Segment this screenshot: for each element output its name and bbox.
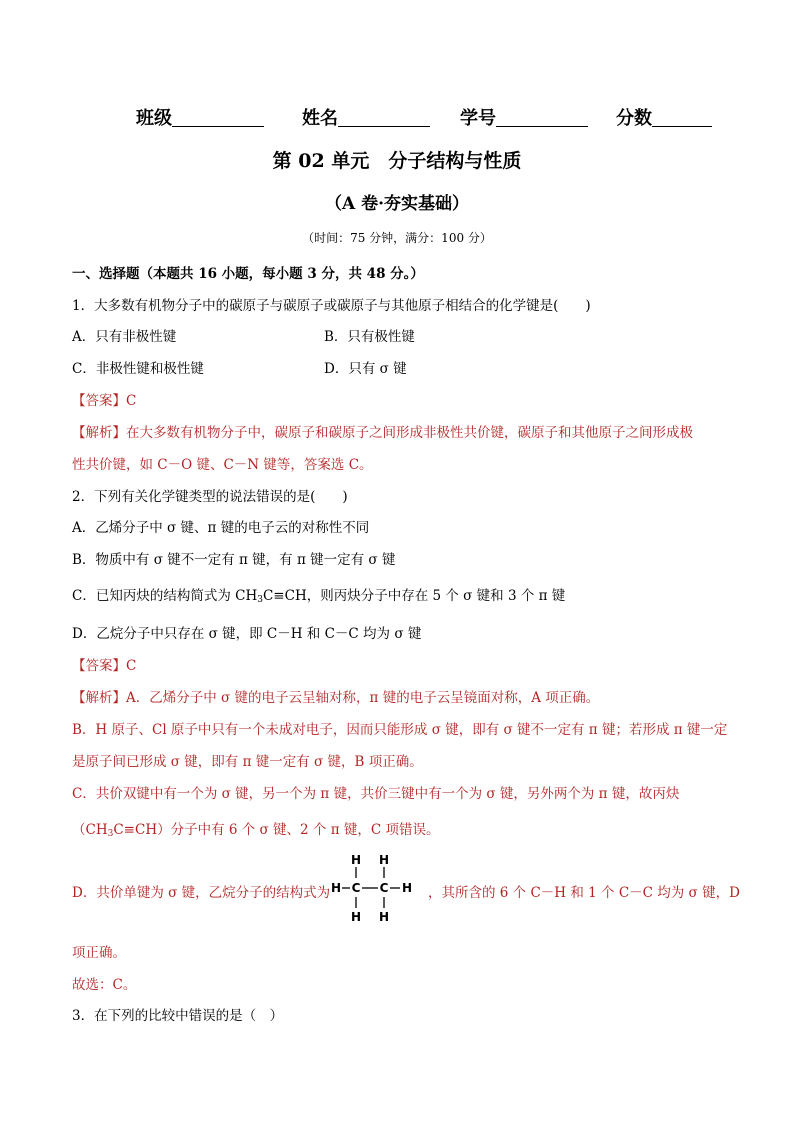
class-blank[interactable] <box>172 108 264 127</box>
q2-option-d: D．乙烷分子中只存在 σ 键，即 C－H 和 C－C 均为 σ 键 <box>72 626 422 642</box>
atom-h: H <box>330 881 342 895</box>
name-field[interactable]: 姓名 <box>302 104 430 130</box>
q2-analysis-c-1: C．共价双键中有一个为 σ 键，另一个为 π 键，共价三键中有一个为 σ 键，另外两个为 π 键，故丙炔 <box>72 786 680 802</box>
answer-tag: 【答案】 <box>72 658 126 674</box>
atom-h: H <box>378 910 390 924</box>
q2-option-c: C．已知丙炔的结构简式为 $CH_3C\equiv CH$，则丙炔分子中存在 5 个 σ 键和 3 个 π 键 <box>72 588 566 605</box>
score-blank[interactable] <box>652 108 712 127</box>
question-1-stem: 1．大多数有机物分子中的碳原子与碳原子或碳原子与其他原子相结合的化学键是( ) <box>72 298 591 314</box>
ethane-structural-formula <box>332 850 418 926</box>
q2-analysis-b-2: 是原子间已形成 σ 键，即有 π 键一定有 σ 键，B 项正确。 <box>72 754 423 770</box>
q1-answer <box>72 389 136 409</box>
q2-option-a: A．乙烯分子中 σ 键、π 键的电子云的对称性不同 <box>72 520 370 536</box>
class-field[interactable]: 班级 <box>136 104 264 130</box>
answer-value: C <box>126 658 137 674</box>
analysis-tag: 【解析】 <box>72 425 126 441</box>
time-info: （时间：75 分钟，满分：100 分） <box>302 231 492 245</box>
page-subtitle: （A 卷·夯实基础） <box>324 194 470 214</box>
q1-option-a: A．只有非极性键 <box>72 329 177 345</box>
q2-answer <box>72 654 136 674</box>
atom-c: C <box>351 881 361 895</box>
name-blank[interactable] <box>338 108 430 127</box>
q2-conclusion: 故选：C。 <box>72 977 137 993</box>
q1-analysis-line-1: 【解析】在大多数有机物分子中，碳原子和碳原子之间形成非极性共价键，碳原子和其他原子之间形成极 <box>72 425 693 441</box>
page-title: 第 02 单元 分子结构与性质 <box>272 150 522 172</box>
q2-analysis-d-pre: D．共价单键为 σ 键，乙烷分子的结构式为 <box>72 885 331 901</box>
q2-analysis-d-2: 项正确。 <box>72 945 126 961</box>
analysis-tag: 【解析】 <box>72 690 126 706</box>
atom-h: H <box>350 910 362 924</box>
q2-option-b: B．物质中有 σ 键不一定有 π 键，有 π 键一定有 σ 键 <box>72 552 396 568</box>
atom-h: H <box>350 853 362 867</box>
q1-option-d: D．只有 σ 键 <box>324 361 407 377</box>
q1-analysis-line-2: 性共价键，如 C－O 键、C－N 键等，答案选 C。 <box>72 457 373 473</box>
answer-value: C <box>126 393 137 409</box>
question-2-stem: 2．下列有关化学键类型的说法错误的是( ) <box>72 489 348 505</box>
atom-h: H <box>378 853 390 867</box>
q2-analysis-c-2: $(CH_3C\equiv CH)$分子中有 6 个 σ 键、2 个 π 键，C 项错误。 <box>72 822 440 839</box>
q2-analysis-b-1: B．H 原子、Cl 原子中只有一个未成对电子，因而只能形成 σ 键，即有 σ 键不一定有 π 键；若形成 π 键一定 <box>72 722 728 738</box>
atom-c: C <box>379 881 389 895</box>
student-info-row <box>136 104 712 130</box>
answer-tag: 【答案】 <box>72 393 126 409</box>
q1-option-b: B．只有极性键 <box>324 329 415 345</box>
student-id-blank[interactable] <box>496 108 588 127</box>
score-field[interactable]: 分数 <box>616 104 712 130</box>
student-id-field[interactable]: 学号 <box>460 104 588 130</box>
q1-option-c: C．非极性键和极性键 <box>72 361 204 377</box>
atom-h: H <box>401 881 413 895</box>
section-heading: 一、选择题（本题共 16 小题，每小题 3 分，共 48 分。） <box>72 266 424 282</box>
question-3-stem: 3．在下列的比较中错误的是（ ） <box>72 1008 284 1024</box>
q2-analysis-d-post: ，其所含的 6 个 C－H 和 1 个 C－C 均为 σ 键，D <box>428 885 740 901</box>
q2-analysis-a: 【解析】A．乙烯分子中 σ 键的电子云呈轴对称，π 键的电子云呈镜面对称，A 项正确。 <box>72 690 600 706</box>
